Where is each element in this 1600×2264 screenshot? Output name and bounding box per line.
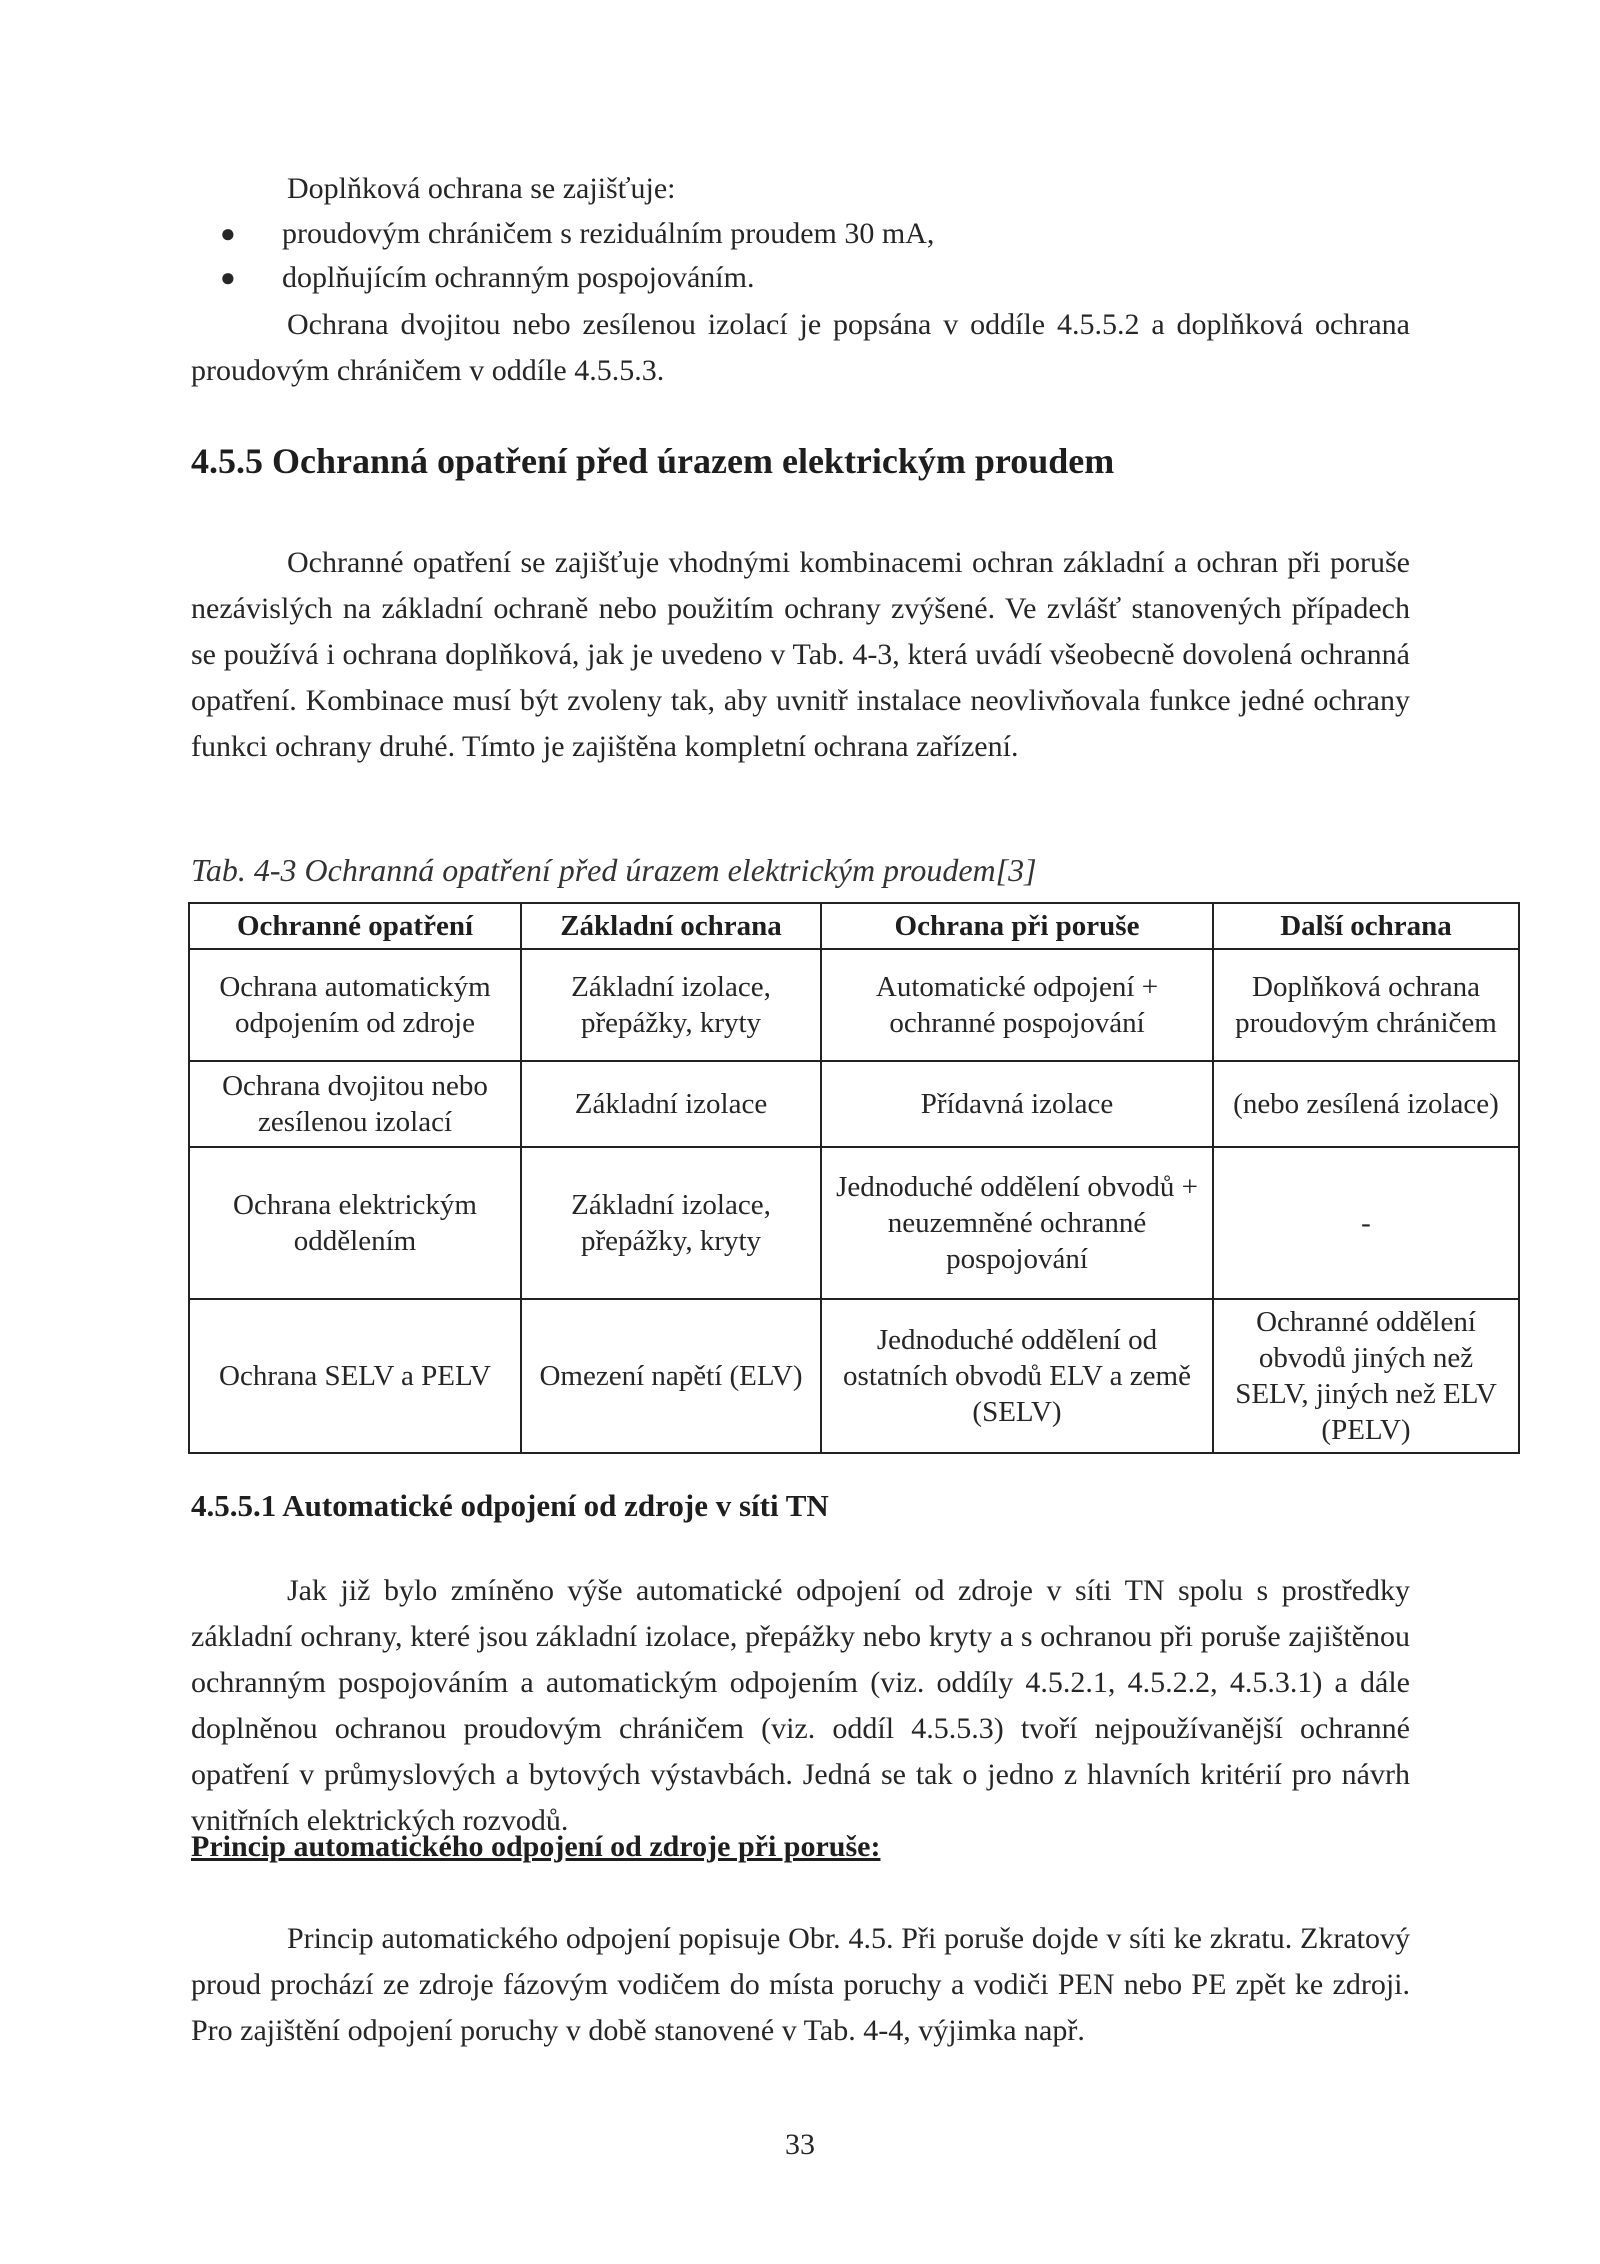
table-row: [189, 1147, 1519, 1299]
table-cell: Ochrana automatickým odpojením od zdroje: [189, 949, 521, 1061]
table-cell: Ochranné oddělení obvodů jiných než SELV, jiných než ELV (PELV): [1213, 1299, 1519, 1453]
subsection-heading: 4.5.5.1 Automatické odpojení od zdroje v síti TN: [191, 1488, 829, 1523]
intro-after-paragraph: Ochrana dvojitou nebo zesílenou izolací je popsána v oddíle 4.5.5.2 a doplňková ochrana proudovým chráničem v oddíle 4.5.5.3.: [191, 308, 1410, 387]
subsection-paragraph: Jak již bylo zmíněno výše automatické odpojení od zdroje v síti TN spolu s prostředky základní ochrany, které jsou základní izolace, přepážky nebo kryty a s ochranou při poruše zajištěnou ochranným pospojováním a automatickým odpojením (viz. oddíly 4.5.2.1, 4.5.2.2, 4.5.3.1) a dále doplněnou ochranou proudovým chráničem (viz. oddíl 4.5.5.3) tvoří nejpoužívanější ochranné opatření v průmyslových a bytových výstavbách. Jedná se tak o jedno z hlavních kritérií pro návrh vnitřních elektrických rozvodů.: [191, 1574, 1410, 1837]
principle-paragraph: Princip automatického odpojení popisuje Obr. 4.5. Při poruše dojde v síti ke zkratu. Zkratový proud prochází ze zdroje fázovým vodičem do místa poruchy a vodiči PEN nebo PE zpět ke zdroji. Pro zajištění odpojení poruchy v době stanovené v Tab. 4-4, výjimka např.: [191, 1922, 1410, 2047]
table-header-cell: Ochranné opatření: [189, 903, 521, 949]
table-header-cell: Základní ochrana: [521, 903, 821, 949]
table-cell: Ochrana SELV a PELV: [189, 1299, 521, 1453]
table-cell: Základní izolace, přepážky, kryty: [521, 1147, 821, 1299]
table-cell: Jednoduché oddělení od ostatních obvodů ELV a země (SELV): [821, 1299, 1213, 1453]
table-header-cell: Ochrana při poruše: [821, 903, 1213, 949]
section-paragraph: Ochranné opatření se zajišťuje vhodnými kombinacemi ochran základní a ochran při poruše nezávislých na základní ochraně nebo použitím ochrany zvýšené. Ve zvlášť stanovených případech se používá i ochrana doplňková, jak je uvedeno v Tab. 4-3, která uvádí všeobecně dovolená ochranná opatření. Kombinace musí být zvoleny tak, aby uvnitř instalace neovlivňovala funkce jedné ochrany funkci ochrany druhé. Tímto je zajištěna kompletní ochrana zařízení.: [191, 546, 1410, 763]
table-cell: Ochrana elektrickým oddělením: [189, 1147, 521, 1299]
table-header-row: [189, 903, 1519, 949]
table-header-cell: Další ochrana: [1213, 903, 1519, 949]
bullet-dot-icon: ●: [220, 263, 236, 292]
table-cell: (nebo zesílená izolace): [1213, 1061, 1519, 1147]
table-caption: Tab. 4-3 Ochranná opatření před úrazem elektrickým proudem[3]: [191, 852, 1037, 888]
table-cell: Základní izolace, přepážky, kryty: [521, 949, 821, 1061]
table-cell: Doplňková ochrana proudovým chráničem: [1213, 949, 1519, 1061]
table-cell: Jednoduché oddělení obvodů + neuzemněné ochranné pospojování: [821, 1147, 1213, 1299]
table-row: [189, 1299, 1519, 1453]
page-number: 33: [785, 2128, 815, 2161]
section-heading: 4.5.5 Ochranná opatření před úrazem elektrickým proudem: [191, 441, 1115, 481]
bullet-item: ● proudovým chráničem s reziduálním proudem 30 mA,: [282, 212, 934, 256]
table-cell: Ochrana dvojitou nebo zesílenou izolací: [189, 1061, 521, 1147]
table-cell: Automatické odpojení + ochranné pospojování: [821, 949, 1213, 1061]
principle-subheading: Princip automatického odpojení od zdroje při poruše:: [191, 1830, 881, 1863]
table-cell: Základní izolace: [521, 1061, 821, 1147]
bullet-list: [220, 212, 935, 300]
bullet-item: ● doplňujícím ochranným pospojováním.: [282, 256, 934, 300]
table-row: [189, 949, 1519, 1061]
table-cell: Přídavná izolace: [821, 1061, 1213, 1147]
protection-measures-table: [188, 902, 1520, 1454]
table-cell: Omezení napětí (ELV): [521, 1299, 821, 1453]
bullet-dot-icon: ●: [220, 219, 236, 248]
table-row: [189, 1061, 1519, 1147]
intro-lead: Doplňková ochrana se zajišťuje:: [287, 172, 676, 205]
table-cell: -: [1213, 1147, 1519, 1299]
